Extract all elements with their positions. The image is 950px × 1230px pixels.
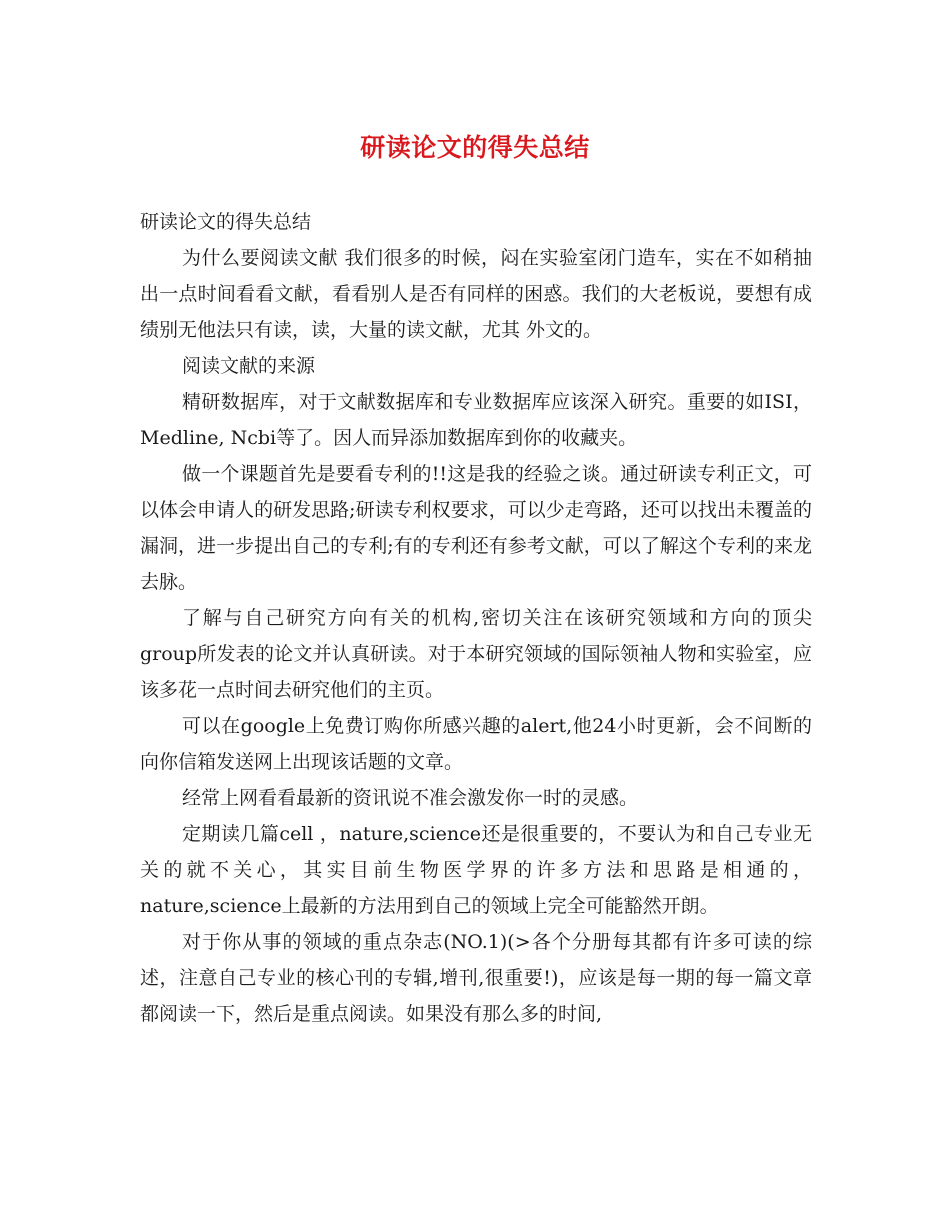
paragraph-patents: 做一个课题首先是要看专利的!!这是我的经验之谈。通过研读专利正文，可以体会申请人的研发思路;研读专利权要求，可以少走弯路，还可以找出未覆盖的漏洞，进一步提出自己的专利;有的专利还有参考文献，可以了解这个专利的来龙去脉。 <box>140 463 812 593</box>
paragraph-databases: 精研数据库，对于文献数据库和专业数据库应该深入研究。重要的如ISI，Medline, Ncbi等了。因人而异添加数据库到你的收藏夹。 <box>140 391 812 449</box>
paragraph-sources-heading: 阅读文献的来源 <box>182 355 316 377</box>
paragraph-news: 经常上网看看最新的资讯说不准会激发你一时的灵感。 <box>182 787 639 809</box>
paragraph-key-journals: 对于你从事的领域的重点杂志(NO.1)(>各个分册每其都有许多可读的综述，注意自己专业的核心刊的专辑,增刊,很重要!)，应该是每一期的每一篇文章都阅读一下，然后是重点阅读。如果没有那么多的时间, <box>140 931 812 1025</box>
paragraph-why-read: 为什么要阅读文献 我们很多的时候，闷在实验室闭门造车，实在不如稍抽出一点时间看看文献，看看别人是否有同样的困惑。我们的大老板说，要想有成绩别无他法只有读，读，大量的读文献，尤其 外文的。 <box>140 247 812 341</box>
section-heading: 研读论文的得失总结 <box>140 211 312 233</box>
paragraph-top-journals: 定期读几篇cell ，nature,science还是很重要的，不要认为和自己专业无关的就不关心，其实目前生物医学界的许多方法和思路是相通的，nature,science上最新的方法用到自己的领域上完全可能豁然开朗。 <box>140 823 812 917</box>
page-title: 研读论文的得失总结 <box>360 133 590 162</box>
document-body <box>140 204 812 1032</box>
paragraph-institutions: 了解与自己研究方向有关的机构,密切关注在该研究领域和方向的顶尖group所发表的论文并认真研读。对于本研究领域的国际领袖人物和实验室，应该多花一点时间去研究他们的主页。 <box>140 607 812 701</box>
paragraph-google-alert: 可以在google上免费订购你所感兴趣的alert,他24小时更新，会不间断的向你信箱发送网上出现该话题的文章。 <box>140 715 812 773</box>
